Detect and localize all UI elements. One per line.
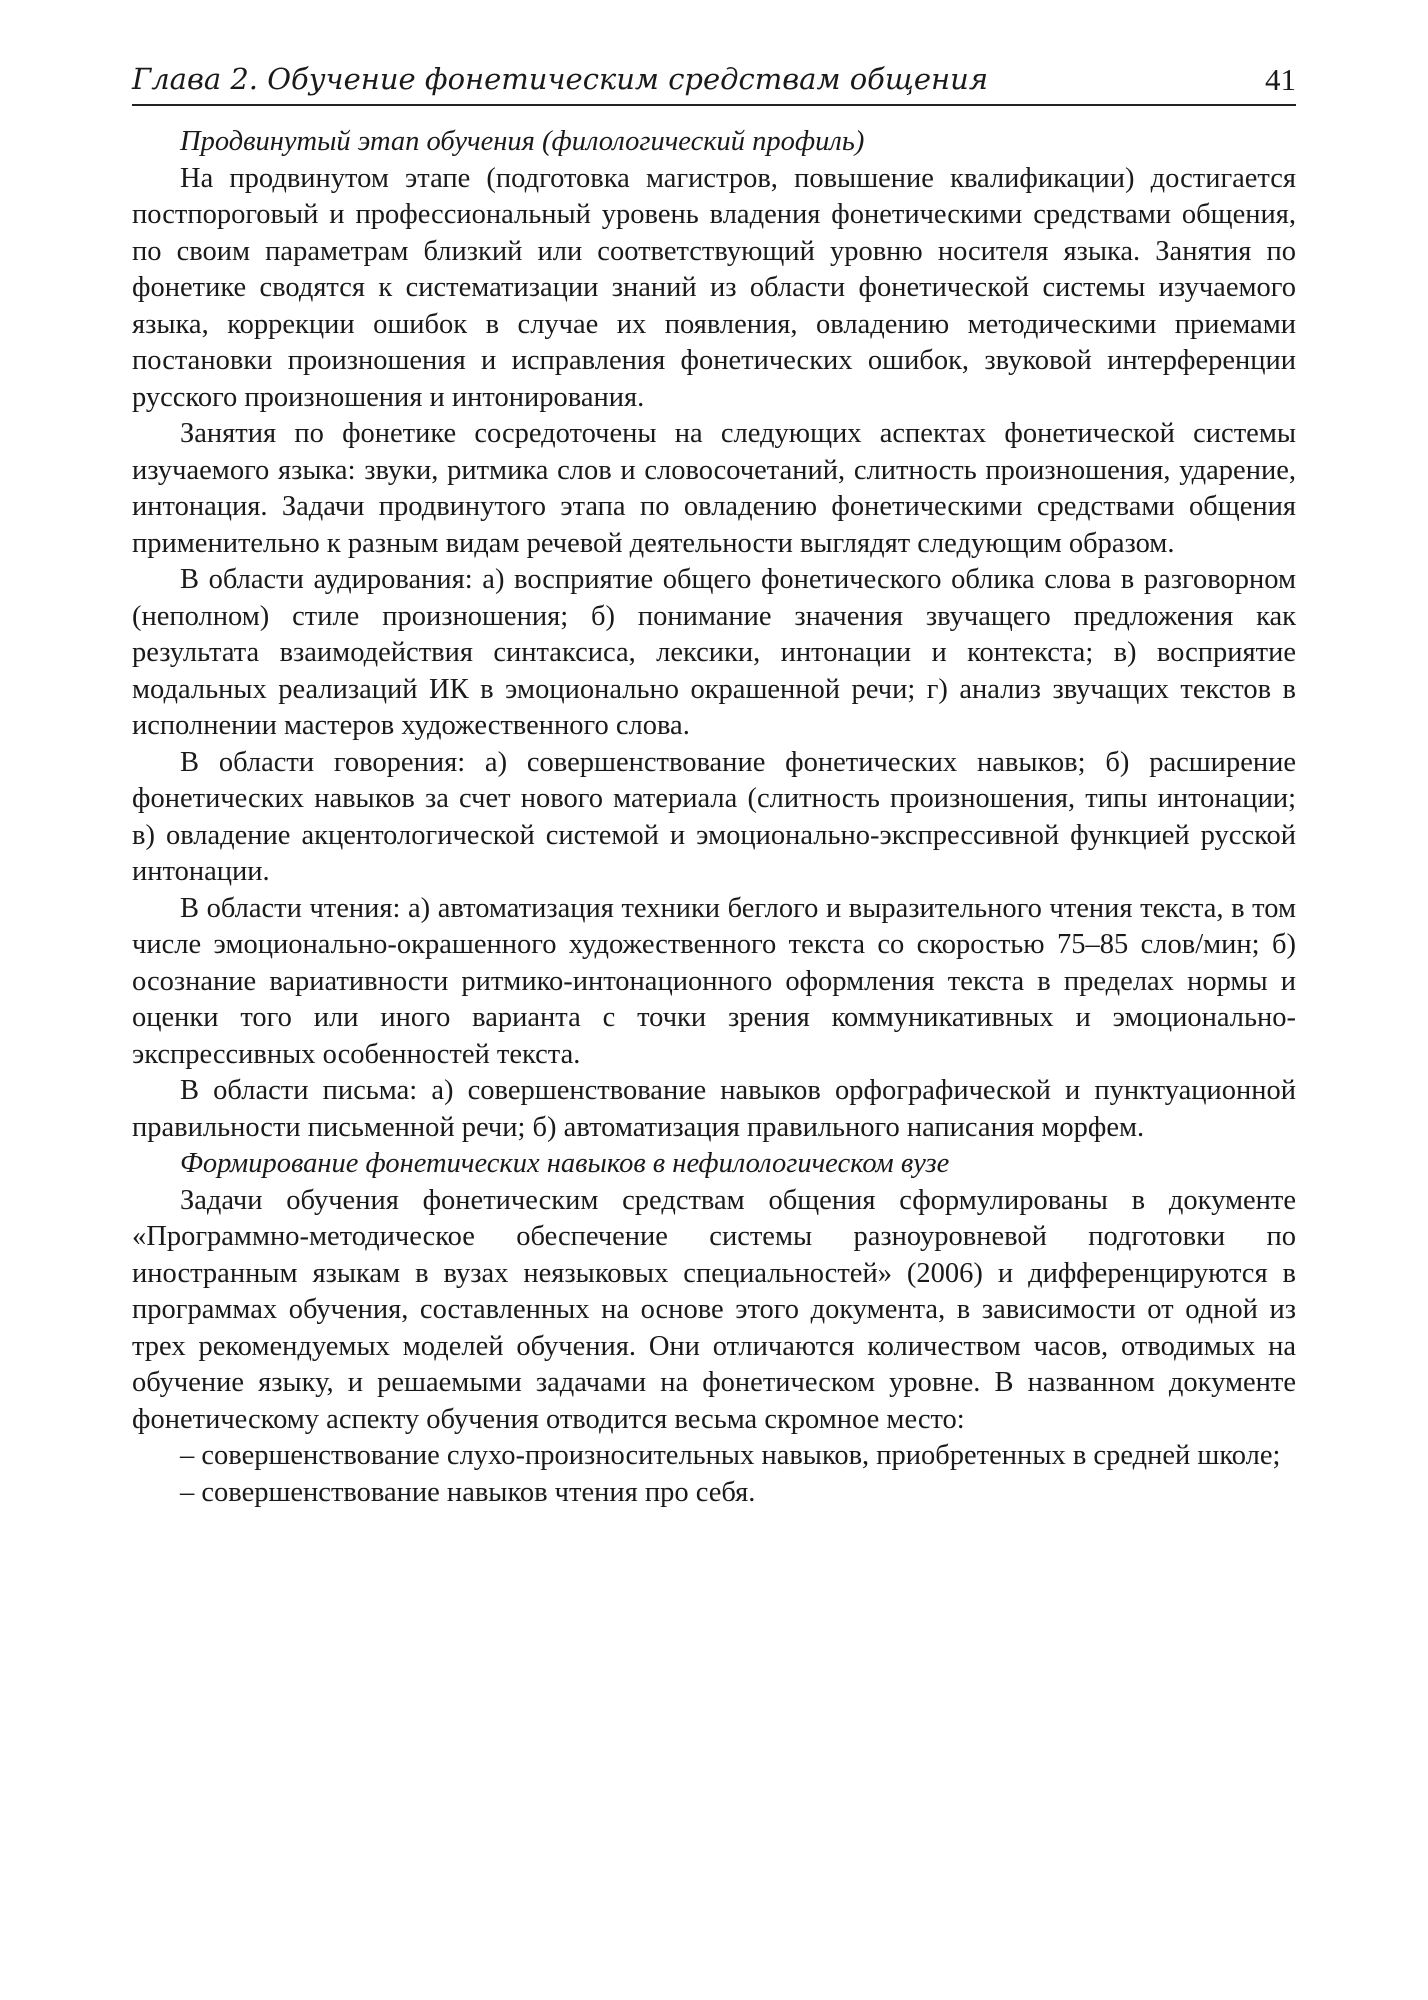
paragraph: На продвинутом этапе (подготовка магистров, повышение квалификации) достигается постпороговый и профессиональный уровень владения фонетическими средствами общения, по своим параметрам близкий или соответствующий уровню носителя языка. Занятия по фонетике сводятся к систематизации знаний из области фонетической системы изучаемого языка, коррекции ошибок в случае их появления, овладению методическими приемами постановки произношения и исправления фонетических ошибок, звуковой интерференции русского произношения и интонирования. xyxy=(132,162,1296,413)
paragraph-speaking: В области говорения: а) совершенствование фонетических навыков; б) расширение фонетических навыков за счет нового материала (слитность произношения, типы интонации; в) овладение акцентологической системой и эмоционально-экспрессивной функцией русской интонации. xyxy=(132,746,1296,887)
page-number: 41 xyxy=(1265,62,1296,97)
subheading-non-philological: Формирование фонетических навыков в нефилологическом вузе xyxy=(180,1148,950,1179)
page-body xyxy=(132,124,1296,1511)
paragraph-reading: В области чтения: а) автоматизация техники беглого и выразительного чтения текста, в том числе эмоционально-окрашенного художественного текста со скоростью 75–85 слов/мин; б) осознание вариативности ритмико-интонационного оформления текста в пределах нормы и оценки того или иного варианта с точки зрения коммуникативных и эмоционально-экспрессивных особенностей текста. xyxy=(132,892,1296,1070)
book-page xyxy=(132,0,1296,2000)
chapter-title: Глава 2. Обучение фонетическим средствам общения xyxy=(132,62,989,96)
paragraph-writing: В области письма: а) совершенствование навыков орфографической и пунктуационной правильности письменной речи; б) автоматизация правильного написания морфем. xyxy=(132,1075,1296,1143)
subheading-advanced-stage: Продвинутый этап обучения (филологический профиль) xyxy=(180,126,865,157)
running-header xyxy=(132,56,1296,106)
list-item: – совершенствование слухо-произносительных навыков, приобретенных в средней школе; xyxy=(180,1440,1281,1471)
paragraph: Занятия по фонетике сосредоточены на следующих аспектах фонетической системы изучаемого языка: звуки, ритмика слов и словосочетаний, слитность произношения, ударение, интонация. Задачи продвинутого этапа по овладению фонетическими средствами общения применительно к разным видам речевой деятельности выглядят следующим образом. xyxy=(132,418,1296,559)
list-item: – совершенствование навыков чтения про себя. xyxy=(180,1476,756,1508)
paragraph: Задачи обучения фонетическим средствам общения сформулированы в документе «Программно-методическое обеспечение системы разноуровневой подготовки по иностранным языкам в вузах неязыковых специальностей» (2006) и дифференцируются в программах обучения, составленных на основе этого документа, в зависимости от одной из трех рекомендуемых моделей обучения. Они отличаются количеством часов, отводимых на обучение языку, и решаемыми задачами на фонетическом уровне. В названном документе фонетическому аспекту обучения отводится весьма скромное место: xyxy=(132,1184,1296,1435)
paragraph-listening: В области аудирования: а) восприятие общего фонетического облика слова в разговорном (неполном) стиле произношения; б) понимание значения звучащего предложения как результата взаимодействия синтаксиса, лексики, интонации и контекста; в) восприятие модальных реализаций ИК в эмоционально окрашенной речи; г) анализ звучащих текстов в исполнении мастеров художественного слова. xyxy=(132,564,1296,741)
